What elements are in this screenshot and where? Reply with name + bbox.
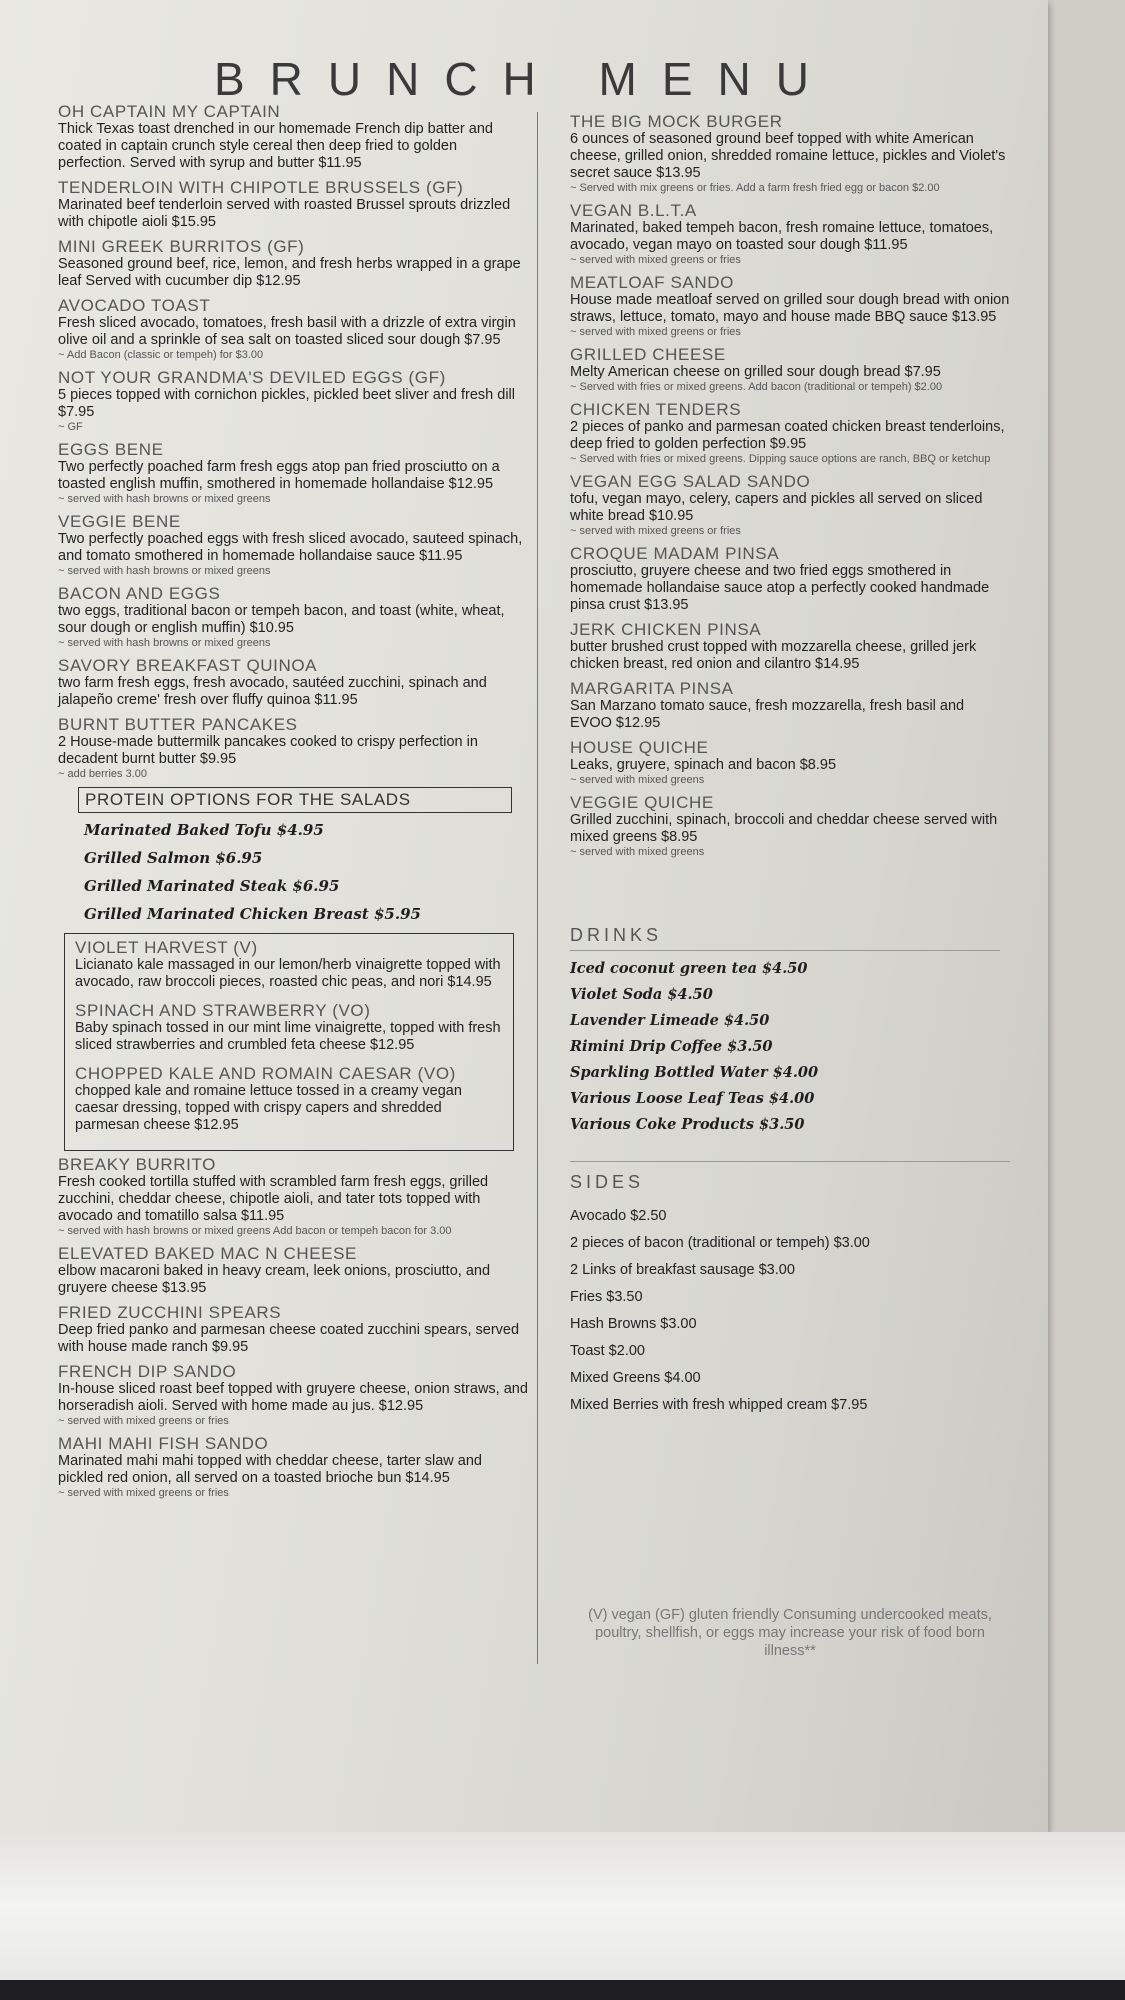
menu-item-description: Seasoned ground beef, rice, lemon, and fresh herbs wrapped in a grape leaf Served with cucumber dip $12.95 [58,256,521,289]
menu-item-description: Deep fried panko and parmesan cheese coated zucchini spears, served with house made ranch $9.95 [58,1322,520,1355]
menu-item-name: VEGGIE QUICHE [570,793,714,812]
side-item: Mixed Berries with fresh whipped cream $7.95 [570,1397,868,1413]
menu-item-name: BURNT BUTTER PANCAKES [58,715,298,734]
menu-item-name: NOT YOUR GRANDMA'S DEVILED EGGS (GF) [58,368,446,387]
salad-description: Licianato kale massaged in our lemon/herb vinaigrette topped with avocado, raw broccoli pieces, roasted chic peas, and nori $14.95 [75,957,501,990]
menu-item-note: ~ served with mixed greens or fries [570,326,741,338]
menu-title: BRUNCH MENU [214,53,834,105]
sides-list [570,1208,1010,1413]
menu-item [58,368,528,434]
side-item: 2 Links of breakfast sausage $3.00 [570,1262,795,1278]
menu-item-description: 2 pieces of panko and parmesan coated chicken breast tenderloins, deep fried to golden perfection $9.95 [570,419,1005,452]
left-column [58,102,528,1506]
menu-item-description: two eggs, traditional bacon or tempeh bacon, and toast (white, wheat, sour dough or english muffin) $10.95 [58,603,505,636]
menu-item-note: ~ add berries 3.00 [58,768,147,780]
menu-item [58,1155,528,1238]
menu-item-note: ~ Served with mix greens or fries. Add a farm fresh fried egg or bacon $2.00 [570,182,940,194]
menu-item-note: ~ served with hash browns or mixed greens [58,565,271,577]
menu-item-description: Two perfectly poached eggs with fresh sliced avocado, sauteed spinach, and tomato smothered in homemade hollandaise sauce $11.95 [58,531,523,564]
menu-item-description: tofu, vegan mayo, celery, capers and pickles all served on sliced white bread $10.95 [570,491,983,524]
menu-item-name: BREAKY BURRITO [58,1155,216,1174]
menu-item-note: ~ served with mixed greens [570,774,705,786]
salad-name: CHOPPED KALE AND ROMAIN CAESAR (VO) [75,1064,456,1083]
menu-item-description: Marinated beef tenderloin served with roasted Brussel sprouts drizzled with chipotle aioli $15.95 [58,197,511,230]
menu-item-name: HOUSE QUICHE [570,738,709,757]
menu-item [570,793,1010,859]
menu-item-name: BACON AND EGGS [58,584,221,603]
menu-item [58,296,528,362]
menu-item-description: elbow macaroni baked in heavy cream, leek onions, prosciutto, and gruyere cheese $13.95 [58,1263,491,1296]
right-column [570,112,1010,1413]
menu-item-description: Thick Texas toast drenched in our homemade French dip batter and coated in captain crunch style cereal then deep fried to golden perfection. Served with syrup and butter $11.95 [58,121,493,171]
menu-item [570,679,1010,732]
menu-item-note: ~ Served with fries or mixed greens. Add bacon (traditional or tempeh) $2.00 [570,381,943,393]
protein-option: Marinated Baked Tofu $4.95 [84,821,324,839]
menu-item [58,178,528,231]
menu-item-name: VEGAN B.L.T.A [570,201,697,220]
footer-note: (V) vegan (GF) gluten friendly Consuming undercooked meats, poultry, shellfish, or eggs may increase your risk of food born illness** [588,1607,992,1659]
menu-item-note: ~ Add Bacon (classic or tempeh) for $3.00 [58,349,264,361]
menu-item [58,1362,528,1428]
menu-item-description: 6 ounces of seasoned ground beef topped with white American cheese, grilled onion, shredded romaine lettuce, pickles and Violet's secret sauce $13.95 [570,131,1006,181]
menu-item [570,112,1010,195]
menu-item-name: TENDERLOIN WITH CHIPOTLE BRUSSELS (GF) [58,178,464,197]
menu-item-name: VEGGIE BENE [58,512,181,531]
menu-item-description: butter brushed crust topped with mozzarella cheese, grilled jerk chicken breast, red onion and cilantro $14.95 [570,639,977,672]
salad-item [75,938,503,991]
drink-item: Sparkling Bottled Water $4.00 [570,1064,819,1081]
left-items-list-2 [58,1155,528,1500]
menu-item-name: GRILLED CHEESE [570,345,726,364]
menu-item-name: CROQUE MADAM PINSA [570,544,780,563]
menu-item-note: ~ served with mixed greens or fries [570,525,741,537]
menu-item-description: two farm fresh eggs, fresh avocado, sautéed zucchini, spinach and jalapeño creme' fresh over fluffy quinoa $11.95 [58,675,487,708]
side-item: Fries $3.50 [570,1289,643,1305]
drink-item: Iced coconut green tea $4.50 [570,960,808,977]
menu-item [58,715,528,781]
side-item: Avocado $2.50 [570,1208,667,1224]
menu-item-description: Leaks, gruyere, spinach and bacon $8.95 [570,757,837,773]
protein-option: Grilled Marinated Steak $6.95 [84,877,340,895]
drink-item: Various Loose Leaf Teas $4.00 [570,1090,815,1107]
menu-item [570,273,1010,339]
drink-item: Lavender Limeade $4.50 [570,1012,770,1029]
menu-item-description: Fresh sliced avocado, tomatoes, fresh basil with a drizzle of extra virgin olive oil and a sprinkle of sea salt on toasted sliced sour dough $7.95 [58,315,516,348]
drink-item: Violet Soda $4.50 [570,986,713,1003]
menu-item-description: Marinated, baked tempeh bacon, fresh romaine lettuce, tomatoes, avocado, vegan mayo on toasted sour dough $11.95 [570,220,994,253]
menu-item [570,400,1010,466]
salad-name: SPINACH AND STRAWBERRY (VO) [75,1001,371,1020]
menu-item-note: ~ served with hash browns or mixed greens [58,493,271,505]
menu-item-note: ~ served with hash browns or mixed greens [58,637,271,649]
column-divider [537,112,538,1664]
left-items-list [58,102,528,781]
menu-item-description: San Marzano tomato sauce, fresh mozzarella, fresh basil and EVOO $12.95 [570,698,965,731]
menu-item [58,440,528,506]
menu-item-name: MINI GREEK BURRITOS (GF) [58,237,305,256]
menu-item-description: 5 pieces topped with cornichon pickles, pickled beet sliver and fresh dill $7.95 [58,387,515,420]
menu-item [570,472,1010,538]
salad-description: Baby spinach tossed in our mint lime vinaigrette, topped with fresh sliced strawberries and crumbled feta cheese $12.95 [75,1020,501,1053]
side-item: Toast $2.00 [570,1343,645,1359]
menu-item-description: Marinated mahi mahi topped with cheddar cheese, tarter slaw and pickled red onion, all served on a toasted brioche bun $14.95 [58,1453,482,1486]
side-item: Mixed Greens $4.00 [570,1370,701,1386]
menu-item [58,656,528,709]
drinks-list [570,960,1010,1133]
menu-item-description: prosciutto, gruyere cheese and two fried eggs smothered in homemade hollandaise sauce atop a perfectly cooked handmade pinsa crust $13.95 [570,563,990,613]
menu-item-description: Two perfectly poached farm fresh eggs atop pan fried prosciutto on a toasted english muffin, smothered in homemade hollandaise $12.95 [58,459,500,492]
menu-item [570,620,1010,673]
menu-item-note: ~ served with mixed greens or fries [58,1415,229,1427]
menu-item-name: MARGARITA PINSA [570,679,734,698]
menu-item-note: ~ Served with fries or mixed greens. Dipping sauce options are ranch, BBQ or ketchup [570,453,991,465]
salad-item [75,1001,503,1054]
menu-item [570,345,1010,394]
menu-item [58,512,528,578]
menu-item-name: EGGS BENE [58,440,164,459]
floor-edge [0,1980,1125,2000]
menu-item-description: 2 House-made buttermilk pancakes cooked to crispy perfection in decadent burnt butter $9.95 [58,734,478,767]
drink-item: Rimini Drip Coffee $3.50 [570,1038,773,1055]
drink-item: Various Coke Products $3.50 [570,1116,805,1133]
menu-item-name: MEATLOAF SANDO [570,273,734,292]
side-item: Hash Browns $3.00 [570,1316,697,1332]
menu-item-description: Fresh cooked tortilla stuffed with scrambled farm fresh eggs, grilled zucchini, cheddar cheese, chipotle aioli, and tater tots topped with avocado and tomatillo salsa $11.95 [58,1174,489,1224]
menu-item [58,584,528,650]
drinks-heading: DRINKS [570,925,1000,951]
right-items-list [570,112,1010,859]
menu-item-name: FRENCH DIP SANDO [58,1362,237,1381]
menu-item-name: THE BIG MOCK BURGER [570,112,783,131]
protein-option: Grilled Salmon $6.95 [84,849,263,867]
protein-heading: PROTEIN OPTIONS FOR THE SALADS [78,787,512,813]
salad-name: VIOLET HARVEST (V) [75,938,258,957]
salad-item [75,1064,503,1134]
menu-item-name: ELEVATED BAKED MAC N CHEESE [58,1244,357,1263]
salad-description: chopped kale and romaine lettuce tossed in a creamy vegan caesar dressing, topped with crispy capers and shredded parmesan cheese $12.95 [75,1083,462,1133]
menu-item [58,1303,528,1356]
protein-list [58,821,528,923]
menu-item-note: ~ served with mixed greens [570,846,705,858]
menu-item-description: In-house sliced roast beef topped with gruyere cheese, onion straws, and horseradish aioli. Served with home made au jus. $12.95 [58,1381,528,1414]
menu-item-name: CHICKEN TENDERS [570,400,742,419]
menu-item-description: House made meatloaf served on grilled sour dough bread with onion straws, lettuce, tomato, mayo and house made BBQ sauce $13.95 [570,292,1010,325]
menu-item-note: ~ served with hash browns or mixed greens Add bacon or tempeh bacon for 3.00 [58,1225,452,1237]
menu-item [570,201,1010,267]
menu-item [58,1434,528,1500]
menu-item [58,102,528,172]
menu-item [58,1244,528,1297]
menu-item [570,544,1010,614]
menu-item-name: JERK CHICKEN PINSA [570,620,762,639]
table-surface [0,1832,1125,1980]
menu-item-name: FRIED ZUCCHINI SPEARS [58,1303,282,1322]
menu-item-name: MAHI MAHI FISH SANDO [58,1434,269,1453]
side-item: 2 pieces of bacon (traditional or tempeh) $3.00 [570,1235,870,1251]
menu-item [570,738,1010,787]
protein-option: Grilled Marinated Chicken Breast $5.95 [84,905,421,923]
menu-item-note: ~ served with mixed greens or fries [58,1487,229,1499]
menu-item-name: VEGAN EGG SALAD SANDO [570,472,811,491]
menu-item [58,237,528,290]
menu-item-name: AVOCADO TOAST [58,296,211,315]
menu-item-name: SAVORY BREAKFAST QUINOA [58,656,318,675]
salad-box [64,933,514,1151]
menu-item-note: ~ served with mixed greens or fries [570,254,741,266]
menu-item-note: ~ GF [58,421,83,433]
menu-item-description: Grilled zucchini, spinach, broccoli and cheddar cheese served with mixed greens $8.95 [570,812,998,845]
menu-item-name: OH CAPTAIN MY CAPTAIN [58,102,281,121]
menu-item-description: Melty American cheese on grilled sour dough bread $7.95 [570,364,941,380]
sides-heading: SIDES [570,1172,645,1192]
